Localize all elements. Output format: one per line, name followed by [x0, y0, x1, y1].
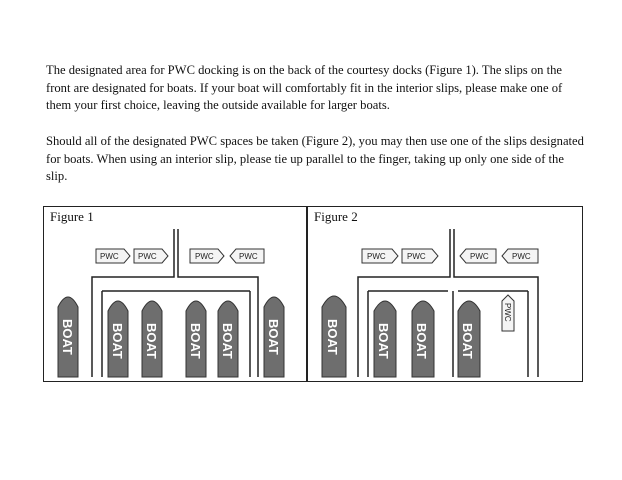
boat: [412, 301, 434, 377]
boat-label: BOAT: [414, 323, 429, 359]
boat-label: BOAT: [60, 319, 75, 355]
pwc-label: PWC: [503, 303, 512, 322]
pwc-label: PWC: [195, 252, 214, 261]
pwc-tag: [362, 249, 398, 263]
pwc-tag: [96, 249, 130, 263]
pwc-label: PWC: [100, 252, 119, 261]
pwc-label: PWC: [512, 252, 531, 261]
pwc-tag: [402, 249, 438, 263]
boat: [374, 301, 396, 377]
boat: [108, 301, 128, 377]
pwc-vertical-tag: [502, 295, 514, 331]
pwc-tag: [230, 249, 264, 263]
boat: [264, 297, 284, 377]
figure-2-diagram: [308, 207, 584, 383]
boat: [458, 301, 480, 377]
paragraph-pwc-docking: The designated area for PWC docking is on the back of the courtesy docks (Figure 1). The slips on the front are designated for boats. If your boat will comfortably fit in the interior slips, please make one of them your first choice, leaving the outside available for larger boats.: [46, 63, 563, 112]
boat: [142, 301, 162, 377]
paragraph-pwc-full: Should all of the designated PWC spaces be taken (Figure 2), you may then use one of the slips designated for boats. When using an interior slip, please tie up parallel to the finger, taking up only one side of the slip.: [46, 134, 584, 183]
boats-fig2: [322, 296, 480, 377]
figure-1-diagram: [44, 207, 308, 383]
boat-label: BOAT: [110, 323, 125, 359]
boat-label: BOAT: [220, 323, 235, 359]
boat: [58, 297, 78, 377]
boat-label: BOAT: [325, 319, 340, 355]
figure-2-label: Figure 2: [314, 209, 358, 224]
figure-1: [43, 206, 307, 382]
boat: [322, 296, 346, 377]
pwc-label: PWC: [470, 252, 489, 261]
pwc-label: PWC: [407, 252, 426, 261]
pwc-row-1: [96, 249, 264, 263]
pwc-label: PWC: [367, 252, 386, 261]
pwc-tag: [190, 249, 224, 263]
pwc-tag: [502, 249, 538, 263]
figure-1-label: Figure 1: [50, 209, 94, 224]
pwc-label: PWC: [138, 252, 157, 261]
boat-label: BOAT: [266, 319, 281, 355]
boat: [186, 301, 206, 377]
figure-2: [307, 206, 583, 382]
pwc-tag: [134, 249, 168, 263]
boat-label: BOAT: [144, 323, 159, 359]
pwc-tag: [460, 249, 496, 263]
boat-label: BOAT: [460, 323, 475, 359]
boat: [218, 301, 238, 377]
pwc-label: PWC: [239, 252, 258, 261]
boat-label: BOAT: [188, 323, 203, 359]
boat-label: BOAT: [376, 323, 391, 359]
